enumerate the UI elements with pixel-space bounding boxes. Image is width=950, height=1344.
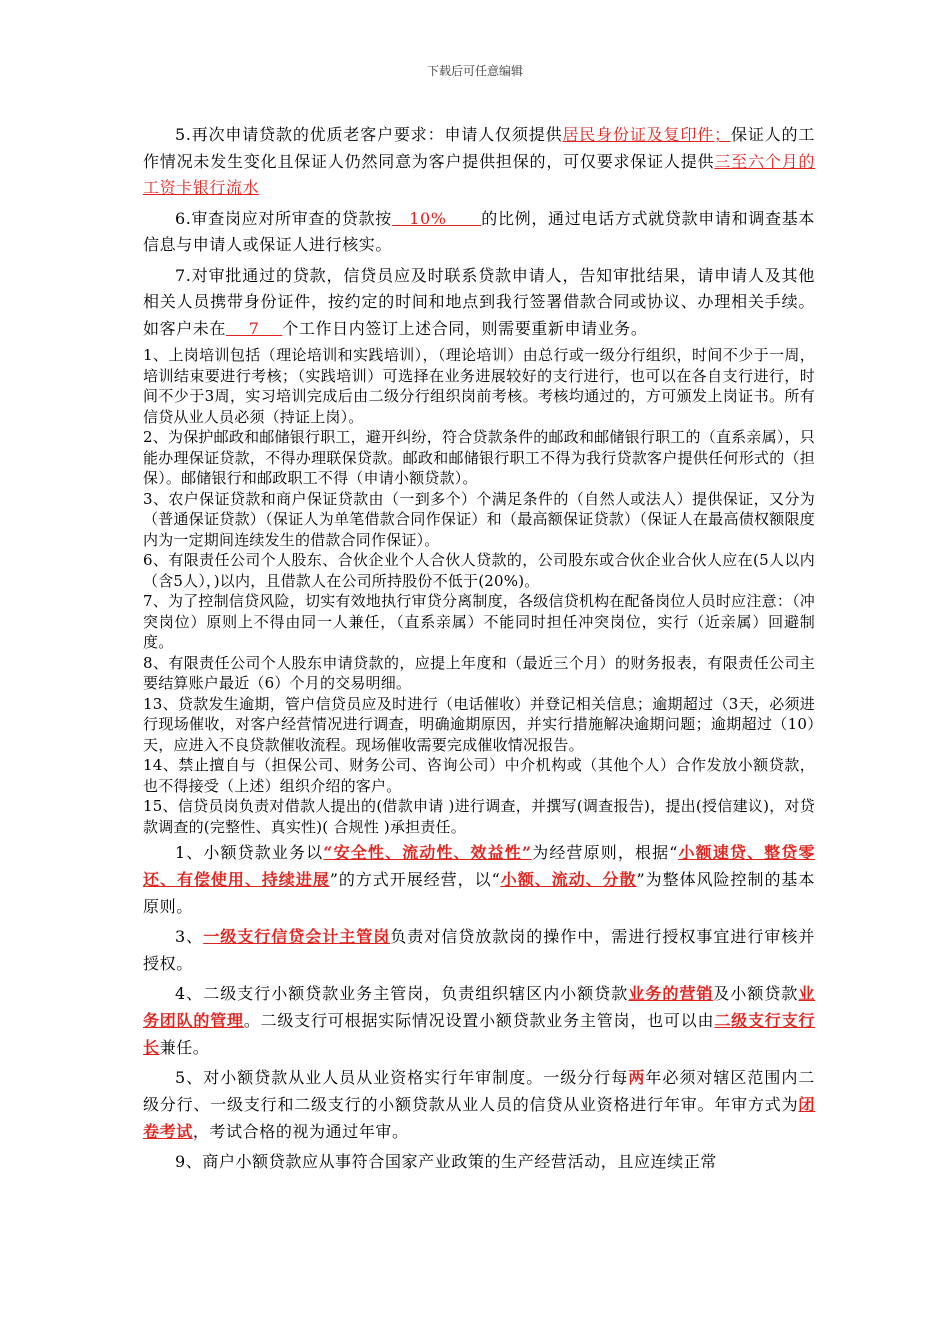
highlight-id-card: 居民身份证及复印件； xyxy=(562,125,731,144)
paragraph-c4 xyxy=(143,980,815,1061)
highlight-post: 一级支行信贷会计主管岗 xyxy=(203,927,391,946)
section-qa-list xyxy=(143,345,815,837)
highlight-period: 两 xyxy=(628,1068,646,1087)
text: 1、小额贷款业务以 xyxy=(175,843,324,862)
paragraph-5 xyxy=(143,122,815,202)
qa-item: 1、上岗培训包括（理论培训和实践培训），（理论培训）由总行或一级分行组织，时间不少于一周，培训结束要进行考核；（实践培训）可选择在业务进展较好的支行进行，也可以在各自支行进行，时间不少于3周，实习培训完成后由二级分行组织岗前考核。考核均通过的，方可颁发上岗证书。所有信贷从业人员必须（持证上岗）。 xyxy=(143,346,815,426)
paragraph-c5 xyxy=(143,1064,815,1145)
highlight-exam: 闭卷考试 xyxy=(143,1095,815,1141)
text: 兼任。 xyxy=(159,1038,210,1057)
document-body xyxy=(143,122,815,1175)
text: 7.对审批通过的贷款，信贷员应及时联系贷款申请人，告知审批结果，请申请人及其他相关人员携带身份证件，按约定的时间和地点到我行签署借款合同或协议、办理相关手续。如客户未在 xyxy=(143,265,815,338)
qa-item: 15、信贷员岗负责对借款人提出的(借款申请 )进行调查，并撰写(调查报告)，提出(授信建议)，对贷款调查的(完整性、真实性)( 合规性 )承担责任。 xyxy=(143,797,815,836)
qa-item: 2、为保护邮政和邮储银行职工，避开纠纷，符合贷款条件的邮政和邮储银行职工的（直系亲属），只能办理保证贷款，不得办理联保贷款。邮政和邮储银行职工不得为我行贷款客户提供任何形式的（担保）。邮储银行和邮政职工不得（申请小额贷款）。 xyxy=(143,428,815,487)
text: 保证人的工作情况未发生变化且保证人仍然同意为客户提供担保的，可仅要求保证人提供 xyxy=(143,125,815,171)
text: ”为整体风险控制的基本原则。 xyxy=(143,870,815,916)
text: ”的方式开展经营，以“ xyxy=(329,870,501,889)
text: 及小额贷款 xyxy=(713,984,799,1003)
text: 年必须对辖区范围内二级分行、一级支行和二级支行的小额贷款从业人员的信贷从业资格进行年审。年审方式为 xyxy=(143,1068,815,1114)
highlight-method: 小额速贷、整贷零还、有偿使用、持续进展 xyxy=(143,843,815,889)
highlight-branch-head: 二级支行支行长 xyxy=(143,1011,815,1057)
section-microloan-rules xyxy=(143,839,815,1175)
qa-item: 3、农户保证贷款和商户保证贷款由（一到多个）个满足条件的（自然人或法人）提供保证，又分为（普通保证贷款）（保证人为单笔借款合同作保证）和（最高额保证贷款）（保证人在最高债权额限度内为一定期间连续发生的借款合同作保证）。 xyxy=(143,489,815,549)
section-review-rules xyxy=(143,122,815,342)
text: 5.再次申请贷款的优质老客户要求：申请人仅须提供 xyxy=(175,125,563,144)
text: 3、 xyxy=(175,927,204,946)
text: 5、对小额贷款从业人员从业资格实行年审制度。一级分行每 xyxy=(175,1068,629,1087)
text: ，考试合格的视为通过年审。 xyxy=(192,1122,409,1141)
text: 9、商户小额贷款应从事符合国家产业政策的生产经营活动，且应连续正常 xyxy=(175,1152,717,1171)
highlight-team: 业务团队的管理 xyxy=(143,984,815,1030)
text: 负责对信贷放款岗的操作中，需进行授权事宜进行审核并授权。 xyxy=(143,927,815,973)
page-header: 下载后可任意编辑 xyxy=(426,64,523,78)
highlight-ratio: 10% xyxy=(391,208,482,228)
text: 4、二级支行小额贷款业务主管岗，负责组织辖区内小额贷款 xyxy=(175,984,629,1003)
paragraph-6 xyxy=(143,206,815,259)
qa-item: 13、贷款发生逾期，管户信贷员应及时进行（电话催收）并登记相关信息；逾期超过（3天，必须进行现场催收，对客户经营情况进行调查，明确逾期原因，并实行措施解决逾期问题；逾期超过（10）天，应进入不良贷款催收流程。现场催收需要完成催收情况报告。 xyxy=(143,694,815,754)
qa-item: 6、有限责任公司个人股东、合伙企业个人合伙人贷款的，公司股东或合伙企业合伙人应在(5人以内（含5人），)以内，且借款人在公司所持股份不低于(20%)。 xyxy=(143,551,815,590)
text: 6.审查岗应对所审查的贷款按 xyxy=(175,208,392,228)
highlight-bank-statement: 三至六个月的工资卡银行流水 xyxy=(143,151,815,197)
text: 个工作日内签订上述合同，则需要重新申请业务。 xyxy=(282,318,648,338)
qa-item: 7、为了控制信贷风险，切实有效地执行审贷分离制度，各级信贷机构在配备岗位人员时应注意：（冲突岗位）原则上不得由同一人兼任，（直系亲属）不能同时担任冲突岗位，实行（近亲属）回避制度。 xyxy=(143,592,815,651)
highlight-marketing: 业务的营销 xyxy=(628,984,714,1003)
text: 。二级支行可根据实际情况设置小额贷款业务主管岗，也可以由 xyxy=(243,1011,715,1030)
highlight-principles: “安全性、流动性、效益性” xyxy=(323,843,532,862)
text: 为经营原则，根据“ xyxy=(531,843,678,862)
paragraph-c3 xyxy=(143,923,815,977)
highlight-risk-principle: 小额、流动、分散 xyxy=(500,870,637,889)
qa-item: 14、禁止擅自与（担保公司、财务公司、咨询公司）中介机构或（其他个人）合作发放小额贷款，也不得接受（上述）组织介绍的客户。 xyxy=(143,756,815,795)
highlight-days: 7 xyxy=(226,318,283,338)
qa-item: 8、有限责任公司个人股东申请贷款的，应提上年度和（最近三个月）的财务报表，有限责任公司主要结算账户最近（6）个月的交易明细。 xyxy=(143,653,815,692)
paragraph-c9 xyxy=(143,1148,815,1175)
text: 的比例，通过电话方式就贷款申请和调查基本信息与申请人或保证人进行核实。 xyxy=(143,208,815,254)
paragraph-c1 xyxy=(143,839,815,920)
paragraph-7 xyxy=(143,263,815,343)
